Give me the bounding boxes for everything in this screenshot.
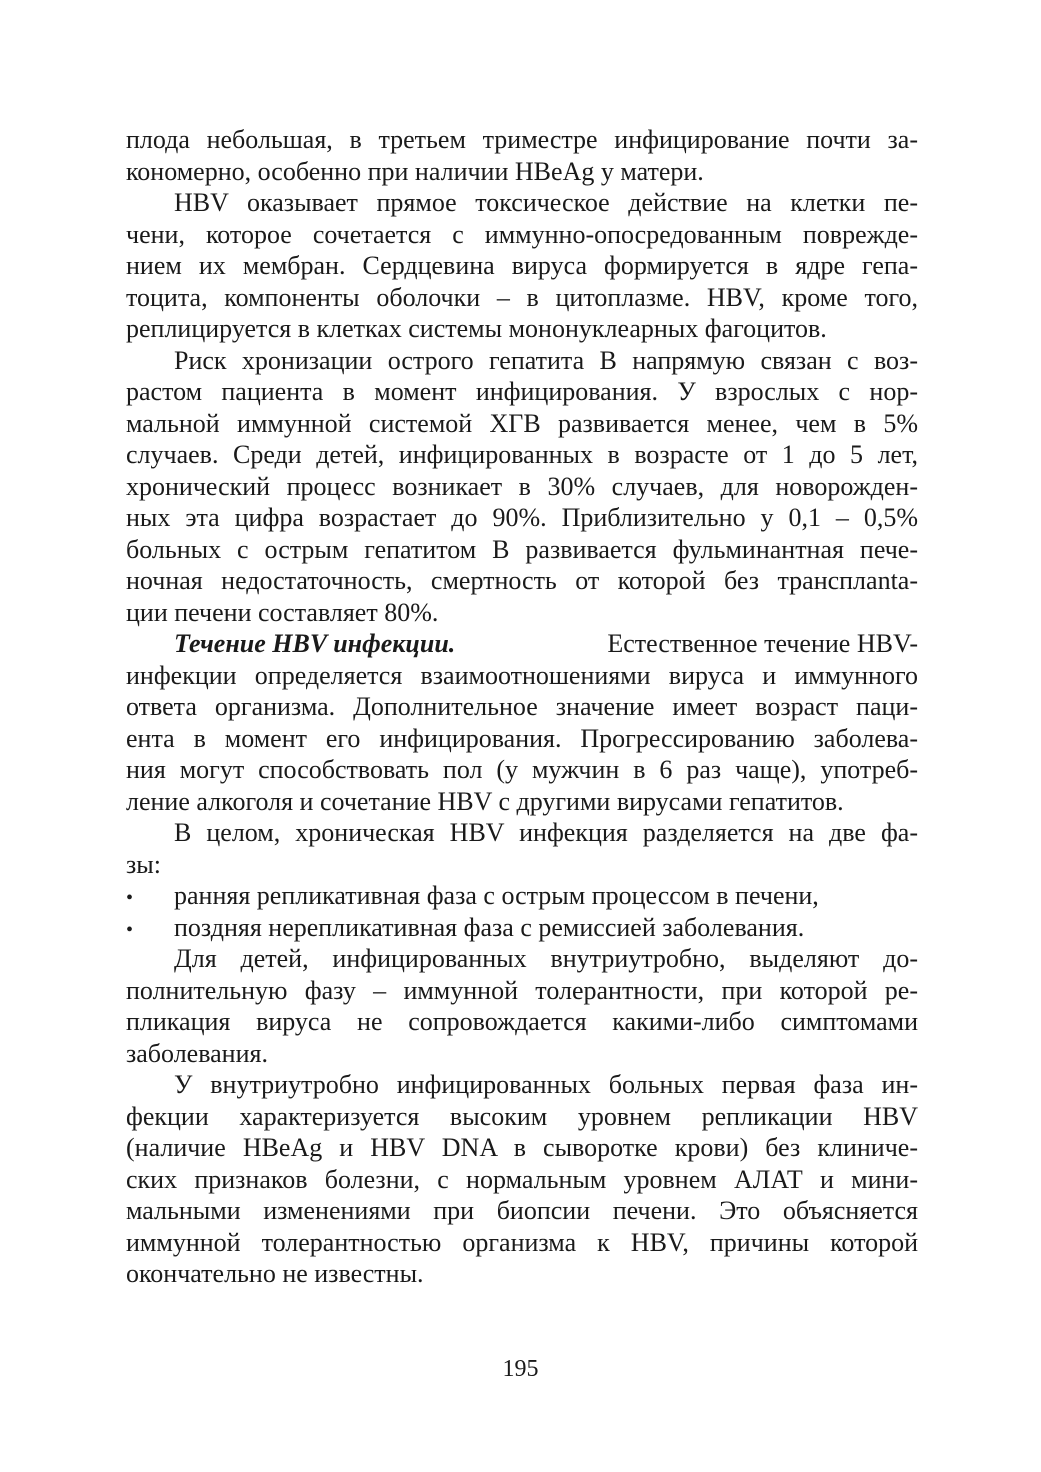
text-line: зы:	[126, 849, 161, 879]
page-number: 195	[502, 1356, 539, 1382]
text-line: Для детей, инфицированных внутриутробно, выделяют до-	[174, 944, 918, 973]
text-line: пликация вируса не сопровождается какими-либо симптомами	[126, 1007, 918, 1036]
text-line: инфекции определяется взаимоотношениями вируса и иммунного	[126, 660, 918, 690]
bullet-icon: •	[126, 887, 134, 909]
text-line: заболевания.	[126, 1038, 268, 1068]
bullet-list	[126, 880, 918, 943]
paragraph-6	[126, 943, 918, 1069]
list-item-text: ранняя репликативная фаза с острым процессом в печени,	[174, 881, 819, 910]
text-line	[126, 628, 918, 660]
text-line: фекции характеризуется высоким уровнем репликации HBV	[126, 1101, 918, 1131]
text-line: В целом, хроническая HBV инфекция разделяется на две фа-	[174, 818, 918, 847]
paragraph-3	[126, 345, 918, 629]
text-line: ответа организма. Дополнительное значение имеет возраст паци-	[126, 692, 918, 721]
text-line: окончательно не известны.	[126, 1259, 424, 1288]
text-line: случаев. Среди детей, инфицированных в возрасте от 1 до 5 лет,	[126, 440, 918, 469]
text-line: реплицируется в клетках системы мононуклеарных фагоцитов.	[126, 314, 827, 343]
text-line: мальной иммунной системой ХГВ развивается менее, чем в 5%	[126, 408, 918, 438]
text-line: иммунной толерантностью организма к HBV, причины которой	[126, 1227, 918, 1257]
list-item	[126, 912, 918, 944]
text-line: У внутриутробно инфицированных больных первая фаза ин-	[174, 1070, 918, 1099]
text-line: хронический процесс возникает в 30% случаев, для новорожден-	[126, 471, 918, 501]
text-line: плода небольшая, в третьем триместре инфицирование почти за-	[126, 125, 918, 154]
text-line: ента в момент его инфицирования. Прогрессированию заболева-	[126, 723, 918, 753]
text-line: (наличие HBeAg и HBV DNA в сыворотке крови) без клиниче-	[126, 1133, 918, 1162]
text-line: полнительную фазу – иммунной толерантности, при которой ре-	[126, 975, 918, 1005]
bullet-icon: •	[126, 918, 134, 941]
text-line: ночная недостаточность, смертность от которой без трансплanta-	[126, 566, 918, 595]
text-line: ских признаков болезни, с нормальным уровнем АЛАТ и мини-	[126, 1164, 918, 1194]
text-line: HBV оказывает прямое токсическое действие на клетки пе-	[174, 188, 918, 217]
text-line: ление алкоголя и сочетание HBV с другими вирусами гепатитов.	[126, 786, 844, 816]
text-line: ных эта цифра возрастает до 90%. Приблизительно у 0,1 – 0,5%	[126, 503, 918, 532]
paragraph-4	[126, 628, 918, 817]
text-line: тоцита, компоненты оболочки – в цитоплазме. HBV, кроме того,	[126, 282, 918, 312]
text-line: ния могут способствовать пол (у мужчин в 6 раз чаще), употреб-	[126, 755, 918, 784]
text-line: мальными изменениями при биопсии печени. Это объясняется	[126, 1196, 918, 1225]
text-line: растом пациента в момент инфицирования. У взрослых с нор-	[126, 377, 918, 406]
section-heading: Течение HBV инфекции.	[174, 629, 456, 658]
text-line: больных с острым гепатитом В развивается фульминантная пече-	[126, 534, 918, 564]
list-item-text: поздняя нерепликативная фаза с ремиссией заболевания.	[174, 912, 805, 942]
text-line: Риск хронизации острого гепатита В напрямую связан с воз-	[174, 345, 918, 375]
text-line: кономерно, особенно при наличии HBeAg у матери.	[126, 156, 704, 186]
text-line: нием их мембран. Сердцевина вируса формируется в ядре гепа-	[126, 251, 918, 280]
text-line: чени, которое сочетается с иммунно-опосредованным поврежде-	[126, 219, 918, 249]
paragraph-2	[126, 187, 918, 345]
page-body	[126, 124, 918, 1290]
paragraph-1	[126, 124, 918, 187]
text-line: ции печени составляет 80%.	[126, 597, 439, 627]
heading-line-rest: Естественное течение HBV-	[607, 629, 918, 658]
paragraph-7	[126, 1069, 918, 1290]
list-item	[126, 880, 918, 912]
paragraph-5	[126, 817, 918, 880]
